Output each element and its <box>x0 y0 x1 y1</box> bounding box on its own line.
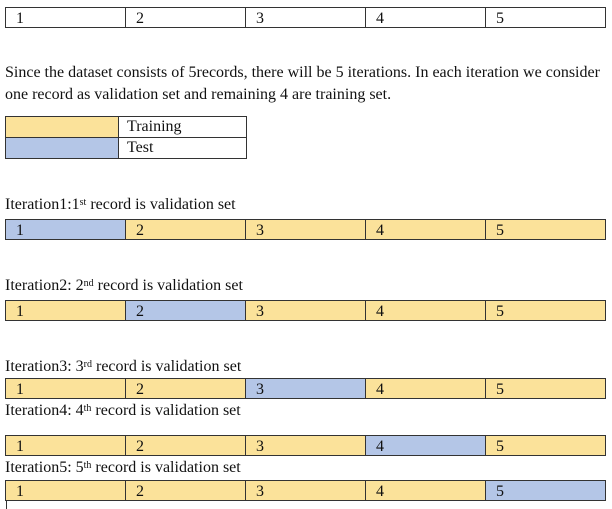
record-cell-4: 4 <box>366 8 486 27</box>
iteration-2-cell-2: 2 <box>126 301 246 320</box>
iteration-2-row <box>5 300 606 321</box>
iteration-4-ordinal: th <box>83 403 92 414</box>
iteration-1-cell-2: 2 <box>126 220 246 239</box>
test-label: Test <box>119 138 247 159</box>
iteration-3-prefix: Iteration3: 3 <box>5 358 84 375</box>
iteration-4-suffix: record is validation set <box>91 402 241 419</box>
record-cell-2: 2 <box>126 8 246 27</box>
intro-paragraph: Since the dataset consists of 5records, there will be 5 iterations. In each iteration we consider one record as validation set and remaining 4 are training set. <box>5 64 600 103</box>
iteration-1-title <box>5 195 236 215</box>
iteration-2-cell-4: 4 <box>366 301 486 320</box>
record-cell-3: 3 <box>246 8 366 27</box>
iteration-5-cell-2: 2 <box>126 481 246 500</box>
record-cell-5: 5 <box>496 10 504 27</box>
iteration-3-cell-5: 5 <box>486 379 605 398</box>
iteration-1-prefix: Iteration1:1 <box>5 196 80 213</box>
iteration-1-cell-4: 4 <box>366 220 486 239</box>
iteration-2-cell-5: 5 <box>486 301 605 320</box>
iteration-2-cell-1: 1 <box>6 301 126 320</box>
iteration-2-suffix: record is validation set <box>93 277 243 294</box>
iteration-5-cell-3: 3 <box>246 481 366 500</box>
iteration-3-cell-2: 2 <box>126 379 246 398</box>
iteration-4-cell-2: 2 <box>126 436 246 455</box>
training-swatch <box>6 117 119 138</box>
iteration-3-cell-4: 4 <box>366 379 486 398</box>
iteration-4-cell-1: 1 <box>6 436 126 455</box>
iteration-1-cell-5: 5 <box>486 220 605 239</box>
iteration-4-cell-5: 5 <box>486 436 605 455</box>
iteration-5-cell-1: 1 <box>6 481 126 500</box>
iteration-1-ordinal: st <box>79 197 87 208</box>
iteration-4-cell-4: 4 <box>366 436 486 455</box>
iteration-5-suffix: record is validation set <box>91 459 241 476</box>
iteration-4-row <box>5 435 606 456</box>
iteration-4-title <box>5 401 241 421</box>
iteration-3-title <box>5 357 241 377</box>
training-label: Training <box>119 117 247 138</box>
iteration-5-cell-5: 5 <box>486 481 605 500</box>
iteration-1-row <box>5 219 606 240</box>
text-cursor <box>6 500 7 509</box>
iteration-2-prefix: Iteration2: 2 <box>5 277 84 294</box>
iteration-5-ordinal: th <box>83 460 92 471</box>
iteration-4-prefix: Iteration4: 4 <box>5 402 84 419</box>
legend <box>5 116 247 159</box>
iteration-3-cell-3: 3 <box>246 379 366 398</box>
iteration-2-cell-3: 3 <box>246 301 366 320</box>
iteration-1-suffix: record is validation set <box>86 196 236 213</box>
iteration-3-ordinal: rd <box>83 359 92 370</box>
iteration-1-cell-3: 3 <box>246 220 366 239</box>
iteration-5-prefix: Iteration5: 5 <box>5 459 84 476</box>
iteration-3-cell-1: 1 <box>6 379 126 398</box>
iteration-3-row <box>5 378 606 399</box>
iteration-4-cell-3: 3 <box>246 436 366 455</box>
iteration-5-row <box>5 480 606 501</box>
iteration-5-cell-4: 4 <box>366 481 486 500</box>
records-header-row <box>5 7 606 28</box>
record-cell-1: 1 <box>6 8 126 27</box>
iteration-2-title <box>5 276 243 296</box>
iteration-3-suffix: record is validation set <box>91 358 242 375</box>
iteration-1-cell-1: 1 <box>6 220 126 239</box>
iteration-5-title <box>5 458 241 478</box>
iteration-2-ordinal: nd <box>83 278 94 289</box>
test-swatch <box>6 138 119 159</box>
